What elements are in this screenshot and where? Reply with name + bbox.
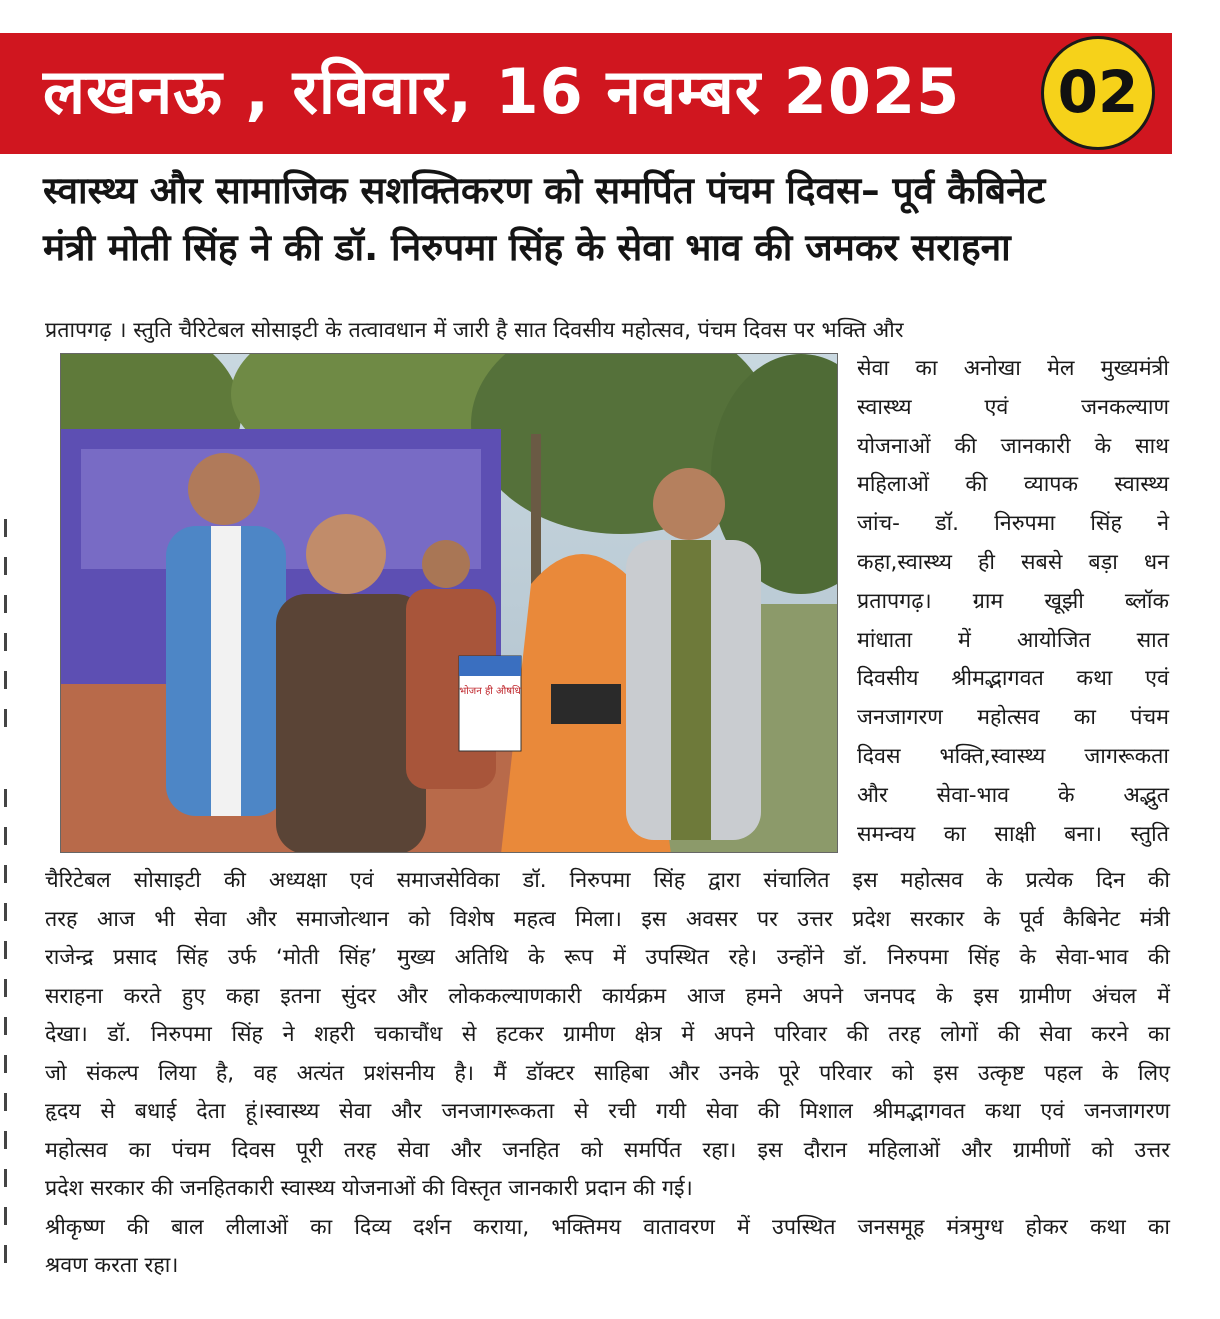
body-line: देखा। डॉ. निरुपमा सिंह ने शहरी चकाचौंध से हटकर ग्रामीण क्षेत्र में अपने परिवार की तरह लोगों की सेवा करने का	[45, 1022, 1170, 1047]
body-line: श्रवण करता रहा।	[45, 1253, 179, 1278]
side-line: दिवसीय श्रीमद्भागवत कथा एवं	[857, 666, 1169, 692]
side-line: जांच- डॉ. निरुपमा सिंह ने	[857, 511, 1169, 537]
page-number-badge: 02	[1041, 36, 1155, 150]
side-line: महिलाओं की व्यापक स्वास्थ्य	[857, 472, 1169, 498]
body-line: श्रीकृष्ण की बाल लीलाओं का दिव्य दर्शन कराया, भक्तिमय वातावरण में उपस्थित जनसमूह मंत्रमुग्ध होकर कथा का	[45, 1214, 1170, 1240]
body-line: राजेन्द्र प्रसाद सिंह उर्फ ‘मोती सिंह’ मुख्य अतिथि के रूप में उपस्थित रहे। उन्होंने डॉ. निरुपमा सिंह के सेवा-भाव की	[45, 945, 1170, 970]
article-intro-line: प्रतापगढ़ । स्तुति चैरिटेबल सोसाइटी के तत्वावधान में जारी है सात दिवसीय महोत्सव, पंचम दिवस पर भक्ति और	[45, 318, 904, 343]
masthead-banner	[0, 33, 1172, 154]
body-line: जो संकल्प लिया है, वह अत्यंत प्रशंसनीय है। मैं डॉक्टर साहिबा और उनके पूरे परिवार को इस उत्कृष्ट पहल के लिए	[45, 1060, 1170, 1086]
body-line: हृदय से बधाई देता हूं।स्वास्थ्य सेवा और जनजागरूकता से रची गयी सेवा की मिशाल श्रीमद्भागवत कथा एवं जनजागरण	[45, 1099, 1170, 1124]
article-body	[45, 862, 1170, 1286]
side-column-text	[857, 350, 1169, 854]
side-line: स्वास्थ्य एवं जनकल्याण	[857, 394, 1169, 420]
body-line: सराहना करते हुए कहा इतना सुंदर और लोककल्याणकारी कार्यक्रम आज हमने अपने जनपद के इस ग्रामीण अंचल में	[45, 983, 1170, 1009]
side-line: दिवस भक्ति,स्वास्थ्य जागरूकता	[857, 743, 1169, 769]
body-line: प्रदेश सरकार की जनहितकारी स्वास्थ्य योजनाओं की विस्तृत जानकारी प्रदान की गई।	[45, 1176, 693, 1201]
event-photo	[60, 353, 838, 853]
side-line: जनजागरण महोत्सव का पंचम	[857, 705, 1169, 731]
side-line: सेवा का अनोखा मेल मुख्यमंत्री	[857, 356, 1169, 381]
side-line: कहा,स्वास्थ्य ही सबसे बड़ा धन	[857, 549, 1169, 575]
side-line: और सेवा-भाव के अद्भुत	[857, 782, 1169, 808]
side-line: मांधाता में आयोजित सात	[857, 627, 1169, 653]
side-line: प्रतापगढ़। ग्राम खूझी ब्लॉक	[857, 588, 1169, 614]
dateline: लखनऊ , रविवार, 16 नवम्बर 2025	[43, 55, 961, 128]
event-photo-illustration	[61, 354, 838, 853]
body-line: चैरिटेबल सोसाइटी की अध्यक्षा एवं समाजसेविका डॉ. निरुपमा सिंह द्वारा संचालित इस महोत्सव के प्रत्येक दिन की	[45, 868, 1170, 893]
adjacent-column-edge	[0, 505, 12, 1265]
headline-line-2: मंत्री मोती सिंह ने की डॉ. निरुपमा सिंह के सेवा भाव की जमकर सराहना	[43, 226, 1011, 269]
side-line: समन्वय का साक्षी बना। स्तुति	[857, 821, 1169, 847]
side-line: योजनाओं की जानकारी के साथ	[857, 433, 1169, 459]
article-headline	[43, 162, 1173, 276]
body-line: महोत्सव का पंचम दिवस पूरी तरह सेवा और जनहित को समर्पित रहा। इस दौरान महिलाओं और ग्रामीणों को उत्तर	[45, 1137, 1170, 1163]
book-title: भोजन ही औषधि	[459, 686, 521, 697]
headline-line-1: स्वास्थ्य और सामाजिक सशक्तिकरण को समर्पित पंचम दिवस– पूर्व कैबिनेट	[43, 169, 1046, 212]
body-line: तरह आज भी सेवा और समाजोत्थान को विशेष महत्व मिला। इस अवसर पर उत्तर प्रदेश सरकार के पूर्व कैबिनेट मंत्री	[45, 906, 1170, 932]
